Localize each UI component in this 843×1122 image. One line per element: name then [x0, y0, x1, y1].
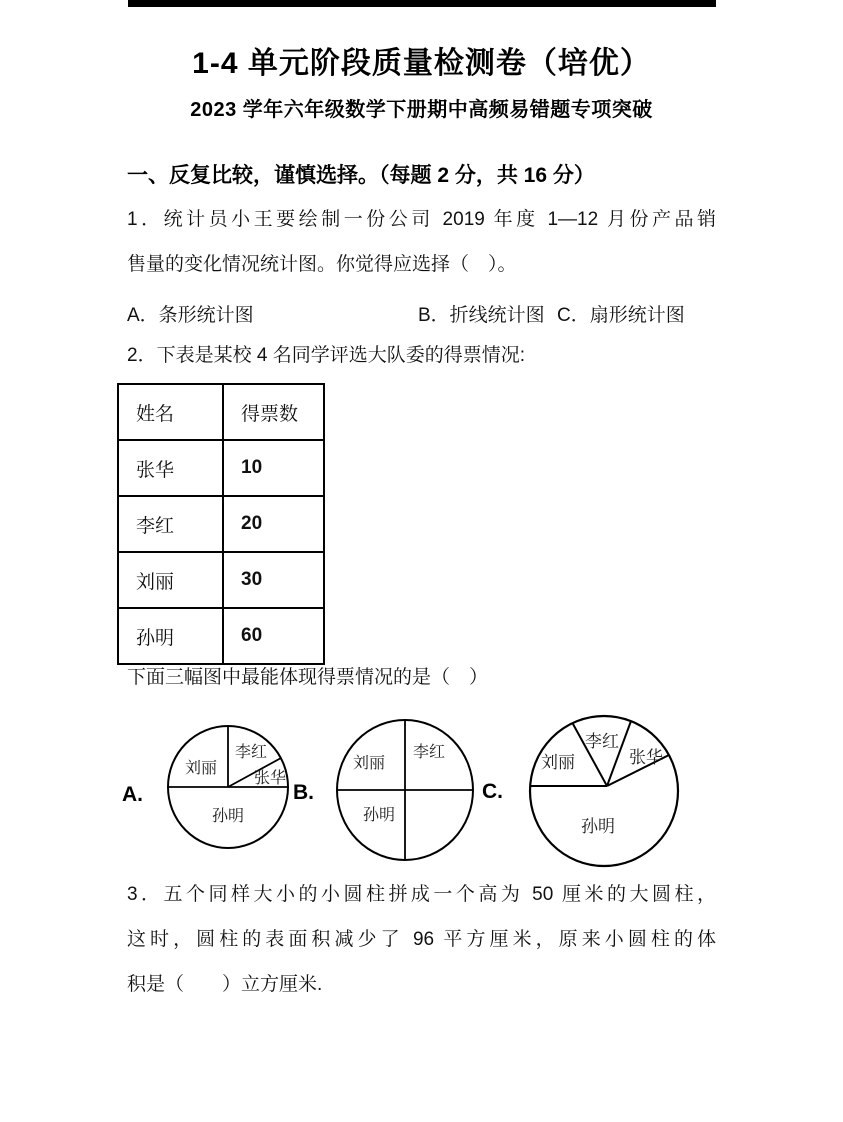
table-row	[118, 384, 324, 440]
question-2-prompt: 下面三幅图中最能体现得票情况的是（ ）	[127, 667, 489, 688]
table-cell-name: 孙明	[118, 608, 223, 664]
pie-option-label-b: B.	[293, 781, 314, 804]
pie-b-slice-label: 李红	[412, 744, 446, 761]
question-1-option-a: A．条形统计图	[127, 305, 254, 326]
question-3-line-2: 这时，圆柱的表面积减少了 96 平方厘米，原来小圆柱的体	[127, 929, 716, 950]
pie-c-slice-label: 刘丽	[541, 753, 575, 772]
pie-option-label-c: C.	[482, 780, 503, 803]
pie-option-label-a: A.	[122, 783, 143, 806]
pie-a-slice-label: 孙明	[211, 808, 245, 825]
pie-b-slice-label: 孙明	[362, 807, 396, 824]
pie-a-slice-label: 张华	[253, 770, 287, 787]
page-top-rule	[128, 0, 716, 7]
table-row	[118, 496, 324, 552]
pie-c-slice-label: 孙明	[581, 817, 615, 836]
pie-a-slice-label: 刘丽	[184, 760, 218, 777]
table-header-name: 姓名	[118, 384, 223, 440]
pie-chart-b	[337, 720, 473, 860]
table-cell-votes: 20	[223, 496, 324, 552]
vote-table	[117, 383, 325, 665]
page-title: 1-4 单元阶段质量检测卷（培优）	[192, 47, 651, 80]
question-1-line-2: 售量的变化情况统计图。你觉得应选择（ ）。	[127, 254, 517, 275]
pie-charts-figure	[115, 700, 725, 878]
table-cell-name: 张华	[118, 440, 223, 496]
table-header-votes: 得票数	[223, 384, 324, 440]
table-cell-name: 李红	[118, 496, 223, 552]
table-cell-votes: 30	[223, 552, 324, 608]
pie-chart-a	[168, 726, 288, 848]
pie-b-slice-label: 刘丽	[352, 755, 386, 772]
page-subtitle: 2023 学年六年级数学下册期中高频易错题专项突破	[190, 99, 653, 121]
table-row	[118, 552, 324, 608]
table-cell-votes: 10	[223, 440, 324, 496]
table-cell-name: 刘丽	[118, 552, 223, 608]
pie-a-slice-label: 李红	[234, 744, 268, 761]
question-1-line-1: 1．统计员小王要绘制一份公司 2019 年度 1—12 月份产品销	[127, 209, 716, 230]
table-cell-votes: 60	[223, 608, 324, 664]
table-row	[118, 440, 324, 496]
table-row	[118, 608, 324, 664]
question-1-option-b: B．折线统计图	[418, 305, 545, 326]
section-1-heading: 一、反复比较，谨慎选择。（每题 2 分，共 16 分）	[127, 164, 595, 187]
question-2-intro: 2．下表是某校 4 名同学评选大队委的得票情况:	[127, 345, 525, 366]
pie-c-slice-label: 张华	[629, 748, 663, 767]
pie-c-slice-label: 李红	[585, 732, 619, 751]
question-3-line-3: 积是（ ）立方厘米.	[127, 974, 323, 995]
question-3-line-1: 3．五个同样大小的小圆柱拼成一个高为 50 厘米的大圆柱，	[127, 884, 716, 905]
question-1-option-c: C．扇形统计图	[557, 305, 685, 326]
